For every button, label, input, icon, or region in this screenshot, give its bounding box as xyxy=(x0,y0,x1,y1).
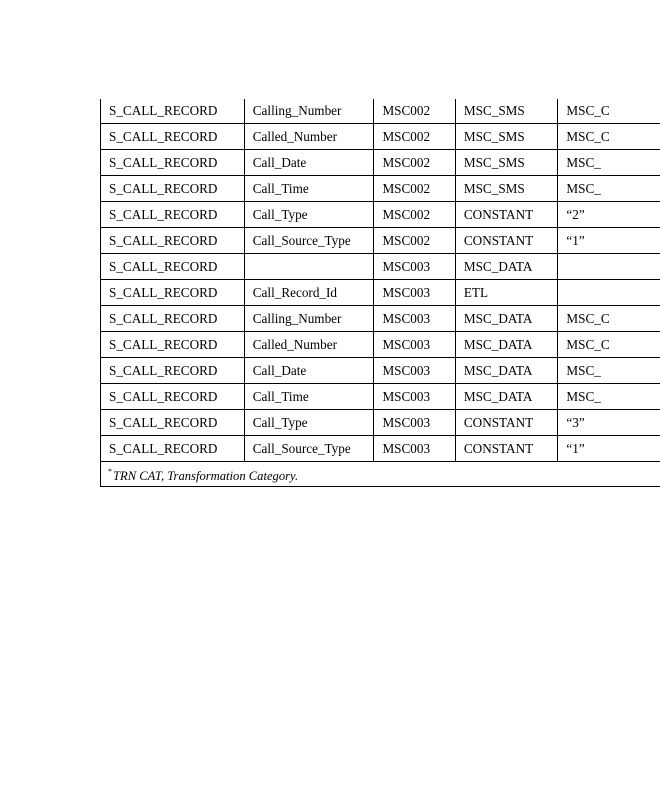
table-cell: S_CALL_RECORD xyxy=(101,228,245,254)
table-cell: MSC002 xyxy=(374,228,455,254)
table-cell: Call_Time xyxy=(244,176,374,202)
table-cell: MSC_SMS xyxy=(455,176,558,202)
table-row xyxy=(101,358,660,384)
table-cell: MSC_SMS xyxy=(455,99,558,124)
table-cell: S_CALL_RECORD xyxy=(101,306,245,332)
table-cell: MSC003 xyxy=(374,332,455,358)
table-row xyxy=(101,306,660,332)
table-row xyxy=(101,332,660,358)
table-row xyxy=(101,228,660,254)
table-cell: MSC003 xyxy=(374,306,455,332)
table-cell: MSC_ xyxy=(558,384,660,410)
table-cell: Call_Type xyxy=(244,410,374,436)
table-cell: CONSTANT xyxy=(455,228,558,254)
table-row xyxy=(101,202,660,228)
table-cell: MSC_DATA xyxy=(455,358,558,384)
table-cell: “3” xyxy=(558,410,660,436)
table-cell: Call_Type xyxy=(244,202,374,228)
table-row xyxy=(101,150,660,176)
table-cell: CONSTANT xyxy=(455,410,558,436)
mapping-table xyxy=(100,99,660,487)
table-cell: Called_Number xyxy=(244,332,374,358)
table-cell xyxy=(558,254,660,280)
table-cell: S_CALL_RECORD xyxy=(101,124,245,150)
table-cell: S_CALL_RECORD xyxy=(101,358,245,384)
table-cell: Call_Source_Type xyxy=(244,228,374,254)
table-cell: MSC_DATA xyxy=(455,306,558,332)
table-cell: S_CALL_RECORD xyxy=(101,99,245,124)
table-cell: S_CALL_RECORD xyxy=(101,280,245,306)
table-cell: MSC_C xyxy=(558,306,660,332)
table-cell: “1” xyxy=(558,436,660,462)
table-cell: MSC_C xyxy=(558,124,660,150)
table-cell: MSC002 xyxy=(374,176,455,202)
table-cell: MSC003 xyxy=(374,254,455,280)
table-cell: Call_Date xyxy=(244,150,374,176)
table-cell: MSC003 xyxy=(374,384,455,410)
table-cell: S_CALL_RECORD xyxy=(101,436,245,462)
table-cell: MSC002 xyxy=(374,99,455,124)
table-cell: MSC_ xyxy=(558,358,660,384)
table-cell: MSC_DATA xyxy=(455,384,558,410)
table-row xyxy=(101,384,660,410)
table-cell: S_CALL_RECORD xyxy=(101,202,245,228)
table-cell: MSC002 xyxy=(374,202,455,228)
table-cell: Calling_Number xyxy=(244,306,374,332)
table-cell: MSC002 xyxy=(374,124,455,150)
table-cell: S_CALL_RECORD xyxy=(101,384,245,410)
table-row xyxy=(101,436,660,462)
table-cell xyxy=(558,280,660,306)
table-cell: CONSTANT xyxy=(455,436,558,462)
table-cell: MSC003 xyxy=(374,358,455,384)
table-cell: CONSTANT xyxy=(455,202,558,228)
table-cell: “2” xyxy=(558,202,660,228)
table-cell: S_CALL_RECORD xyxy=(101,150,245,176)
table-row xyxy=(101,280,660,306)
table-cell: MSC003 xyxy=(374,436,455,462)
table-cell: MSC003 xyxy=(374,410,455,436)
table-cell xyxy=(244,254,374,280)
table-cell: S_CALL_RECORD xyxy=(101,332,245,358)
table-cell: S_CALL_RECORD xyxy=(101,410,245,436)
table-cell: MSC002 xyxy=(374,150,455,176)
table-cell: Call_Time xyxy=(244,384,374,410)
table-cell: MSC_C xyxy=(558,332,660,358)
table-cell: Call_Date xyxy=(244,358,374,384)
table-cell: MSC_C xyxy=(558,99,660,124)
table-row xyxy=(101,176,660,202)
footnote-text: TRN CAT, Transformation Category. xyxy=(113,469,299,483)
table-cell: MSC_DATA xyxy=(455,332,558,358)
table-cell: MSC003 xyxy=(374,280,455,306)
table-cell: Called_Number xyxy=(244,124,374,150)
footnote-marker: * xyxy=(108,467,112,476)
table-row xyxy=(101,124,660,150)
table-cell: S_CALL_RECORD xyxy=(101,254,245,280)
table-cell: Call_Source_Type xyxy=(244,436,374,462)
table-cell: MSC_ xyxy=(558,150,660,176)
mapping-table-body xyxy=(101,99,660,487)
table-row xyxy=(101,410,660,436)
table-cell: MSC_ xyxy=(558,176,660,202)
table-cell: Call_Record_Id xyxy=(244,280,374,306)
table-row xyxy=(101,254,660,280)
footnote-row xyxy=(101,462,660,487)
mapping-table-container xyxy=(100,99,610,487)
footnote xyxy=(101,462,660,487)
table-cell: “1” xyxy=(558,228,660,254)
table-cell: Calling_Number xyxy=(244,99,374,124)
table-cell: ETL xyxy=(455,280,558,306)
table-row xyxy=(101,99,660,124)
table-cell: MSC_DATA xyxy=(455,254,558,280)
table-cell: MSC_SMS xyxy=(455,124,558,150)
table-cell: MSC_SMS xyxy=(455,150,558,176)
table-cell: S_CALL_RECORD xyxy=(101,176,245,202)
